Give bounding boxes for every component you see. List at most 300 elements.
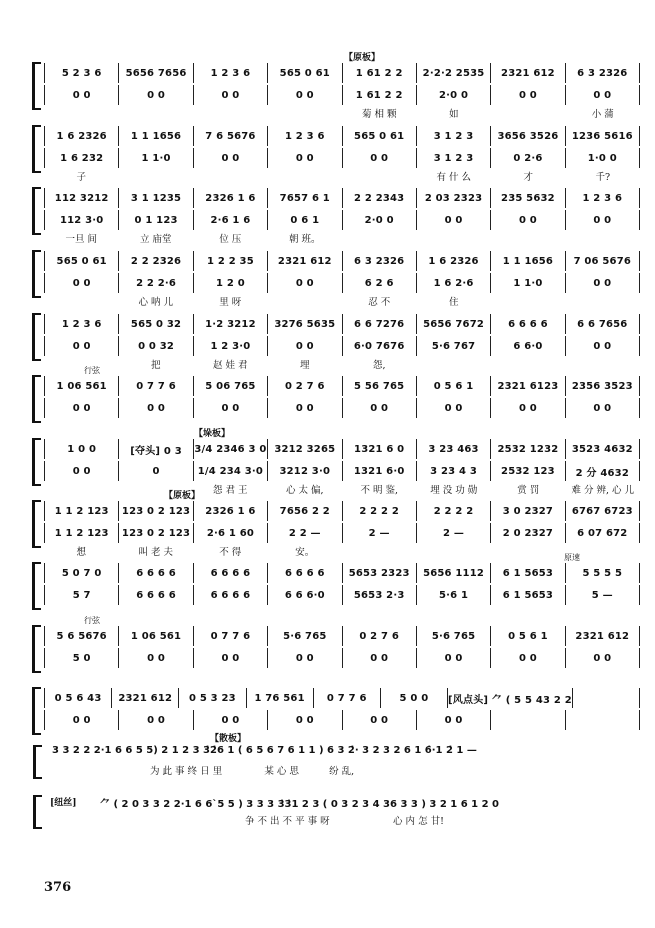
score-system (44, 491, 640, 558)
measure: 1321 6 0 (343, 439, 417, 459)
measure: 1321 6·0 (343, 461, 417, 481)
measure: 1 2 3 6 (566, 188, 640, 208)
lyric-text: 想 (76, 547, 86, 558)
lyric-text: 把 (150, 360, 161, 371)
upper-staff-row (44, 562, 640, 584)
measure: 1 76 561 (247, 688, 314, 708)
lyrics-row (44, 482, 640, 496)
measure: 1 2 3·0 (194, 336, 268, 356)
measure: 2·0 0 (343, 210, 417, 230)
section-label: 【散板】 (210, 734, 247, 744)
measure: 6 6 6·0 (268, 585, 342, 605)
measure: 1 2 2 35 (194, 251, 268, 271)
measure: 1 1·0 (491, 273, 565, 293)
measure: 0 0 (194, 648, 268, 668)
measure: 6 6 6 6 (268, 563, 342, 583)
measure: 1 2 3 6 (268, 126, 342, 146)
lyric-text (119, 606, 194, 620)
score-system (44, 53, 640, 120)
measure: 0 2·6 (491, 148, 565, 168)
measure: 0 5 6 43 (44, 688, 112, 708)
lyric-text (119, 669, 194, 683)
measure: 5656 1112 (417, 563, 491, 583)
measure: 6 6 6 6 (119, 585, 193, 605)
measure: 0 0 (566, 210, 640, 230)
lyric-text (417, 231, 492, 245)
lyric-text: 子 (76, 172, 86, 183)
lyric-text (44, 357, 119, 371)
measure: 6 2 6 (343, 273, 417, 293)
upper-staff-row (44, 187, 640, 209)
measure: 0 0 (119, 710, 193, 730)
measure: 1 6 2326 (44, 126, 119, 146)
measure: 5653 2323 (343, 563, 417, 583)
measure: 6 6 7276 (343, 314, 417, 334)
lyric-text (342, 169, 417, 183)
lyric-text: 住 (448, 297, 459, 308)
score-system (44, 616, 640, 683)
tempo-mark: 行弦 (84, 616, 100, 625)
measure: 565 0 61 (343, 126, 417, 146)
measure: 6 6 6 6 (119, 563, 193, 583)
score-system (44, 313, 640, 371)
measure: 3 23 4 3 (417, 461, 491, 481)
measure: 3 23 463 (417, 439, 491, 459)
measure: 2356 3523 (566, 376, 640, 396)
lyric-text: 菊 相 颗 (361, 109, 397, 120)
measure: 5 0 0 (381, 688, 448, 708)
measure: 2·0 0 (417, 85, 491, 105)
measure: 1 1 1656 (491, 251, 565, 271)
measure: 6 07 672 (566, 523, 640, 543)
measure: 0 0 (194, 398, 268, 418)
system-bracket (32, 125, 41, 173)
measure: 0 0 (343, 710, 417, 730)
lyric-text (268, 669, 343, 683)
measure: 2326 1 6 (194, 501, 268, 521)
measure: 0 0 (566, 336, 640, 356)
measure: 0 0 (343, 648, 417, 668)
lyrics-row (44, 669, 640, 683)
system-bracket (32, 438, 41, 486)
measure: 6 3 2326 (566, 63, 640, 83)
lyric-text (119, 731, 194, 745)
measure: 1/4 234 3·0 (194, 461, 268, 481)
measure: 0 0 (268, 398, 342, 418)
lower-staff-row (44, 209, 640, 231)
system-bracket (32, 62, 41, 110)
lower-staff-row (44, 272, 640, 294)
lyric-text (44, 731, 119, 745)
measure: 2321 612 (112, 688, 179, 708)
measure: 2532 123 (491, 461, 565, 481)
measure: 565 0 61 (268, 63, 342, 83)
measure: 5 — (566, 585, 640, 605)
measure: 2 2 — (268, 523, 342, 543)
lyric-text: 埋 没 功 勋 (430, 485, 478, 496)
lyric-text: 朝 班。 (288, 234, 321, 245)
score-system (44, 429, 640, 496)
measure: 0 0 (268, 336, 342, 356)
lyrics-row (44, 544, 640, 558)
measure: 5 2 3 6 (44, 63, 119, 83)
measure: 565 0 32 (119, 314, 193, 334)
measure: 0 0 (417, 210, 491, 230)
measure: 0 0 (268, 273, 342, 293)
measure: 112 3·0 (44, 210, 119, 230)
lyric-text (268, 606, 343, 620)
measure: 1 61 2 2 (343, 63, 417, 83)
measure (573, 688, 640, 708)
measure: 0 0 (194, 148, 268, 168)
section-label: 【垛板】 (194, 429, 231, 439)
measure: 6 6 6 6 (194, 563, 268, 583)
lyric-text (44, 669, 119, 683)
measure: 6·0 7676 (343, 336, 417, 356)
lyric-text: 如 (448, 109, 459, 120)
measure: 2 — (343, 523, 417, 543)
measure: 0 0 (44, 710, 119, 730)
measure: 0 0 (566, 273, 640, 293)
lyric-text (44, 294, 119, 308)
lyric-text: 才 (523, 172, 533, 183)
lyric-text (193, 169, 268, 183)
lyric-text: 心 呐 儿 (138, 297, 174, 308)
measure: 6 1 5653 (491, 563, 565, 583)
lyric-text: 心 太 偏, (285, 485, 324, 496)
measure: 0 0 (44, 336, 119, 356)
measure: 3276 5635 (268, 314, 342, 334)
measure: 3 1 2 3 (417, 148, 491, 168)
section-label: 【原板】 (344, 53, 381, 63)
measure: 0 6 1 (268, 210, 342, 230)
measure: 5·6 1 (417, 585, 491, 605)
measure: 1 06 561 (119, 626, 193, 646)
upper-staff-row (44, 375, 640, 397)
measure: 0 0 (491, 648, 565, 668)
measure: 2 2 2 2 (417, 501, 491, 521)
measure: 1 61 2 2 (343, 85, 417, 105)
lyric-text (417, 419, 492, 433)
lyric-text (491, 419, 566, 433)
measure: 0 0 (44, 398, 119, 418)
measure: 1 0 0 (44, 439, 119, 459)
lyric-text (491, 731, 566, 745)
measure: [夺头] 0 3 (119, 439, 193, 459)
lyric-text (342, 231, 417, 245)
measure: 5 56 765 (343, 376, 417, 396)
measure: 2321 612 (566, 626, 640, 646)
measure: 3212 3265 (268, 439, 342, 459)
system-bracket (32, 500, 41, 548)
lyric-text: 赏 罚 (517, 485, 540, 496)
measure: 1·0 0 (566, 148, 640, 168)
upper-staff-row (44, 625, 640, 647)
measure: 0 0 (119, 398, 193, 418)
measure: 1 2 0 (194, 273, 268, 293)
tempo-mark: 行弦 (84, 366, 100, 375)
measure: 0 0 (491, 210, 565, 230)
lyric-text: 忍 不 (368, 297, 391, 308)
measure: 1 1·0 (119, 148, 193, 168)
lyric-text (491, 669, 566, 683)
lyrics-row (44, 231, 640, 245)
measure: 7657 6 1 (268, 188, 342, 208)
lyric-text (417, 606, 492, 620)
measure: 1 6 232 (44, 148, 119, 168)
free-meter-notes: ⺈ ( 2 0 3 3 2 2·1 6 6`5 5 ) 3 3 3 3̇3̇1 2 3 ( 0 3 2 3 4 36 3 3 ) 3 2 1 6 1 2 0 (100, 799, 499, 810)
system-bracket (33, 795, 42, 829)
measure: 0 0 (268, 648, 342, 668)
upper-staff-row (44, 438, 640, 460)
tempo-mark: 原速 (564, 553, 580, 562)
lyric-text: 安。 (295, 547, 315, 558)
lyric-text: 不 得 (219, 547, 242, 558)
system-bracket (32, 625, 41, 673)
lower-staff-row (44, 84, 640, 106)
lyric-text (193, 606, 268, 620)
lyric-text (342, 544, 417, 558)
measure: 235 5632 (491, 188, 565, 208)
lyric-text (566, 419, 641, 433)
lyric-text (566, 669, 641, 683)
measure: 0 0 (417, 398, 491, 418)
upper-staff-row (44, 125, 640, 147)
lyrics-row (44, 731, 640, 745)
lyric-text: 怨, (372, 360, 386, 371)
measure: 0 (119, 461, 193, 481)
measure: 1 6 2·6 (417, 273, 491, 293)
measure: 3656 3526 (491, 126, 565, 146)
lyrics-row (44, 106, 640, 120)
measure: 0 0 (44, 273, 119, 293)
measure: 5656 7672 (417, 314, 491, 334)
measure: 6767 6723 (566, 501, 640, 521)
measure: 0 0 (44, 85, 119, 105)
lyrics-row: 为 此 事 终 日 里 某 心 思 纷 乱, (150, 766, 355, 777)
measure: 5 0 7 0 (44, 563, 119, 583)
page-number: 376 (44, 880, 72, 895)
lyric-text (417, 669, 492, 683)
lyrics-row (44, 606, 640, 620)
lyric-text (119, 419, 194, 433)
measure: 7 06 5676 (566, 251, 640, 271)
lyric-text (193, 106, 268, 120)
lyric-text: 一旦 间 (65, 234, 98, 245)
measure: 3 0 2327 (491, 501, 565, 521)
lower-staff-row (44, 335, 640, 357)
lyric-text (119, 169, 194, 183)
measure: 3523 4632 (566, 439, 640, 459)
measure: 3 1 1235 (119, 188, 193, 208)
upper-staff-row (44, 62, 640, 84)
measure: 6 1 5653 (491, 585, 565, 605)
lyric-text (566, 357, 641, 371)
measure: 2 — (417, 523, 491, 543)
measure: 1 2 3 6 (44, 314, 119, 334)
measure: 1236 5616 (566, 126, 640, 146)
lyric-text (491, 357, 566, 371)
lyric-text (268, 419, 343, 433)
measure: 123 0 2 123 (119, 501, 193, 521)
measure: 0 0 (491, 85, 565, 105)
lyric-text (193, 669, 268, 683)
lower-staff-row (44, 709, 640, 731)
measure (491, 710, 565, 730)
lyric-text: 里 呀 (219, 297, 242, 308)
measure: 5653 2·3 (343, 585, 417, 605)
measure: 1·2 3212 (194, 314, 268, 334)
lyric-text: 赵 娃 君 (212, 360, 248, 371)
measure: 0 0 (566, 85, 640, 105)
measure: 0 0 (268, 85, 342, 105)
lyric-text (342, 731, 417, 745)
system-bracket (32, 375, 41, 423)
upper-staff-row (44, 250, 640, 272)
measure: 1 06 561 (44, 376, 119, 396)
measure: 6 6 6 6 (194, 585, 268, 605)
measure (566, 710, 640, 730)
lyric-text (491, 606, 566, 620)
lyric-text: 小 蒲 (591, 109, 614, 120)
measure: 7 6 5676 (194, 126, 268, 146)
measure: [风点头] ⺈ ( 5 5 43 2 2 (448, 688, 573, 708)
measure: 1 1 2 123 (44, 523, 119, 543)
measure: 2·2·2 2535 (417, 63, 491, 83)
lyric-text: 埋 (299, 360, 310, 371)
measure: 112 3212 (44, 188, 119, 208)
measure: 0 7 7 6 (314, 688, 381, 708)
system-bracket (32, 250, 41, 298)
measure: 5 06 765 (194, 376, 268, 396)
lyric-text (268, 294, 343, 308)
measure: 2321 612 (491, 63, 565, 83)
measure: 0 0 (566, 398, 640, 418)
lower-staff-row (44, 460, 640, 482)
lyric-text (566, 606, 641, 620)
measure: 2321 6123 (491, 376, 565, 396)
measure: 565 0 61 (44, 251, 119, 271)
section-label: [纽丝] (50, 798, 77, 808)
system-bracket (32, 562, 41, 610)
section-label: 【原板】 (164, 491, 201, 501)
measure: 0 0 (44, 461, 119, 481)
score-system (44, 553, 640, 620)
measure: 2 03 2323 (417, 188, 491, 208)
measure: 123 0 2 123 (119, 523, 193, 543)
measure: 0 0 (491, 398, 565, 418)
measure: 6 6 6 6 (491, 314, 565, 334)
lyric-text (268, 106, 343, 120)
measure: 1 6 2326 (417, 251, 491, 271)
lyric-text: 难 分 辨, 心 儿 (571, 485, 635, 496)
measure: 0 5 3 23 (179, 688, 246, 708)
measure: 5656 7656 (119, 63, 193, 83)
measure: 0 0 (119, 648, 193, 668)
measure: 5 7 (44, 585, 119, 605)
lyric-text (268, 169, 343, 183)
measure: 6 6 7656 (566, 314, 640, 334)
measure: 2326 1 6 (194, 188, 268, 208)
measure: 0 5 6 1 (417, 376, 491, 396)
measure: 0 0 (343, 398, 417, 418)
measure: 0 0 (268, 710, 342, 730)
measure: 2 分 4632 (566, 461, 640, 481)
score-system (44, 187, 640, 245)
measure: 2 2 2326 (119, 251, 193, 271)
lyric-text (342, 669, 417, 683)
lyrics-row (44, 294, 640, 308)
lyric-text (417, 731, 492, 745)
lyric-text: 千? (595, 172, 611, 183)
measure: 0 0 (417, 710, 491, 730)
measure: 0 7 7 6 (119, 376, 193, 396)
score-system (44, 366, 640, 433)
measure: 6 6·0 (491, 336, 565, 356)
measure: 0 2 7 6 (268, 376, 342, 396)
measure: 6 3 2326 (343, 251, 417, 271)
measure: 5·6 765 (417, 626, 491, 646)
lyric-text (566, 231, 641, 245)
lyrics-row (44, 419, 640, 433)
lower-staff-row (44, 584, 640, 606)
lyric-text (566, 294, 641, 308)
measure: 0 0 32 (119, 336, 193, 356)
lyric-text (491, 231, 566, 245)
measure: 0 2 7 6 (343, 626, 417, 646)
score-system (44, 687, 640, 745)
measure: 5 6 5676 (44, 626, 119, 646)
measure: 2532 1232 (491, 439, 565, 459)
measure: 0 0 (268, 148, 342, 168)
measure: 0 0 (194, 710, 268, 730)
measure: 2·6 1 6 (194, 210, 268, 230)
lower-staff-row (44, 522, 640, 544)
measure: 0 0 (343, 148, 417, 168)
lyric-text: 怨 君 王 (212, 485, 248, 496)
system-bracket (33, 745, 42, 779)
lyric-text (491, 544, 566, 558)
measure: 0 0 (566, 648, 640, 668)
measure: 5 5 5 5 (566, 563, 640, 583)
lyric-text (44, 482, 119, 496)
measure: 5·6 765 (268, 626, 342, 646)
measure: 2 2 2343 (343, 188, 417, 208)
measure: 3/4 2346 3 0 (194, 439, 268, 459)
score-system (44, 250, 640, 308)
measure: 2321 612 (268, 251, 342, 271)
measure: 2·6 1 60 (194, 523, 268, 543)
lyrics-row (44, 357, 640, 371)
lyric-text (491, 106, 566, 120)
lyric-text (44, 106, 119, 120)
system-bracket (32, 187, 41, 235)
lyric-text: 立 庙堂 (139, 234, 172, 245)
upper-staff-row (44, 687, 640, 709)
score-system (44, 125, 640, 183)
measure: 0 0 (119, 85, 193, 105)
upper-staff-row (44, 313, 640, 335)
measure: 2 0 2327 (491, 523, 565, 543)
lyric-text (417, 357, 492, 371)
lyric-text (342, 419, 417, 433)
lyrics-row (44, 169, 640, 183)
lower-staff-row (44, 647, 640, 669)
lyric-text (119, 106, 194, 120)
upper-staff-row (44, 500, 640, 522)
lyric-text (342, 606, 417, 620)
measure: 1 2 3 6 (194, 63, 268, 83)
